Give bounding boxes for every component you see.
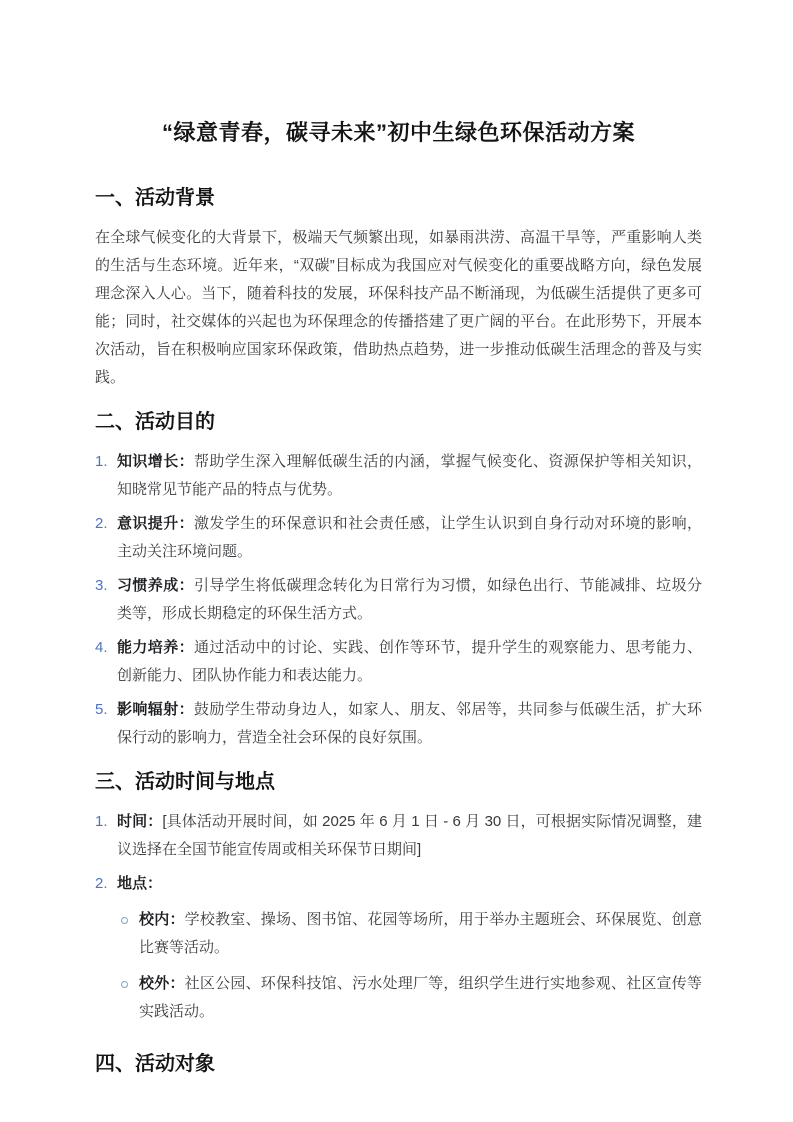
list-item	[95, 448, 702, 504]
item-content	[117, 572, 702, 628]
item-label: 习惯养成：	[117, 577, 195, 594]
item-content	[117, 510, 702, 566]
background-paragraph: 在全球气候变化的大背景下，极端天气频繁出现，如暴雨洪涝、高温干旱等，严重影响人类的生活与生态环境。近年来，“双碳”目标成为我国应对气候变化的重要战略方向，绿色发展理念深入人心。当下，随着科技的发展，环保科技产品不断涌现，为低碳生活提供了更多可能；同时，社交媒体的兴起也为环保理念的传播搭建了更广阔的平台。在此形势下，开展本次活动，旨在积极响应国家环保政策，借助热点趋势，进一步推动低碳生活理念的普及与实践。	[95, 229, 702, 386]
item-number: 3.	[95, 577, 108, 594]
item-label: 能力培养：	[117, 639, 195, 656]
sub-item-content	[139, 970, 702, 1026]
item-label: 地点：	[117, 875, 163, 892]
circle-bullet-icon	[121, 981, 128, 988]
place-sublist	[117, 906, 702, 1026]
item-content	[117, 448, 702, 504]
item-description: 通过活动中的讨论、实践、创作等环节，提升学生的观察能力、思考能力、创新能力、团队协作能力和表达能力。	[117, 639, 702, 684]
purpose-list	[95, 448, 702, 752]
circle-bullet-icon	[121, 917, 128, 924]
item-content	[117, 808, 702, 864]
item-description: 鼓励学生带动身边人，如家人、朋友、邻居等，共同参与低碳生活，扩大环保行动的影响力，营造全社会环保的良好氛围。	[117, 701, 702, 746]
section-heading-time-place: 三、活动时间与地点	[95, 771, 275, 793]
item-description: [具体活动开展时间，如 2025 年 6 月 1 日 - 6 月 30 日，可根据实际情况调整，建议选择在全国节能宣传周或相关环保节日期间]	[117, 813, 702, 858]
sub-item-description: 社区公园、环保科技馆、污水处理厂等，组织学生进行实地参观、社区宣传等实践活动。	[139, 975, 702, 1020]
document-title: “绿意青春，碳寻未来”初中生绿色环保活动方案	[161, 120, 635, 145]
list-item-time	[95, 808, 702, 864]
item-description: 引导学生将低碳理念转化为日常行为习惯，如绿色出行、节能减排、垃圾分类等，形成长期稳定的环保生活方式。	[117, 577, 702, 622]
item-content	[117, 634, 702, 690]
item-description: 帮助学生深入理解低碳生活的内涵，掌握气候变化、资源保护等相关知识，知晓常见节能产品的特点与优势。	[117, 453, 702, 498]
time-place-list	[95, 808, 702, 1034]
item-label: 影响辐射：	[117, 701, 195, 718]
section-heading-purpose: 二、活动目的	[95, 411, 215, 433]
list-item	[95, 572, 702, 628]
item-number: 1.	[95, 813, 108, 830]
sub-item-content	[139, 906, 702, 962]
item-number: 5.	[95, 701, 108, 718]
list-item	[95, 510, 702, 566]
item-number: 2.	[95, 515, 108, 532]
item-description: 激发学生的环保意识和社会责任感，让学生认识到自身行动对环境的影响，主动关注环境问题。	[117, 515, 702, 560]
list-item	[95, 696, 702, 752]
item-number: 1.	[95, 453, 108, 470]
sub-item-label: 校外：	[139, 975, 185, 992]
sub-item-label: 校内：	[139, 911, 185, 928]
sub-list-item	[117, 970, 702, 1026]
list-item	[95, 634, 702, 690]
section-heading-target: 四、活动对象	[95, 1053, 215, 1075]
section-heading-background: 一、活动背景	[95, 187, 215, 209]
item-label: 知识增长：	[117, 453, 195, 470]
sub-item-description: 学校教室、操场、图书馆、花园等场所，用于举办主题班会、环保展览、创意比赛等活动。	[139, 911, 702, 956]
item-content	[117, 696, 702, 752]
item-number: 2.	[95, 875, 108, 892]
sub-list-item	[117, 906, 702, 962]
item-label: 时间：	[117, 813, 163, 830]
item-number: 4.	[95, 639, 108, 656]
list-item-place	[95, 870, 702, 1034]
item-content	[117, 870, 702, 1034]
item-label: 意识提升：	[117, 515, 195, 532]
